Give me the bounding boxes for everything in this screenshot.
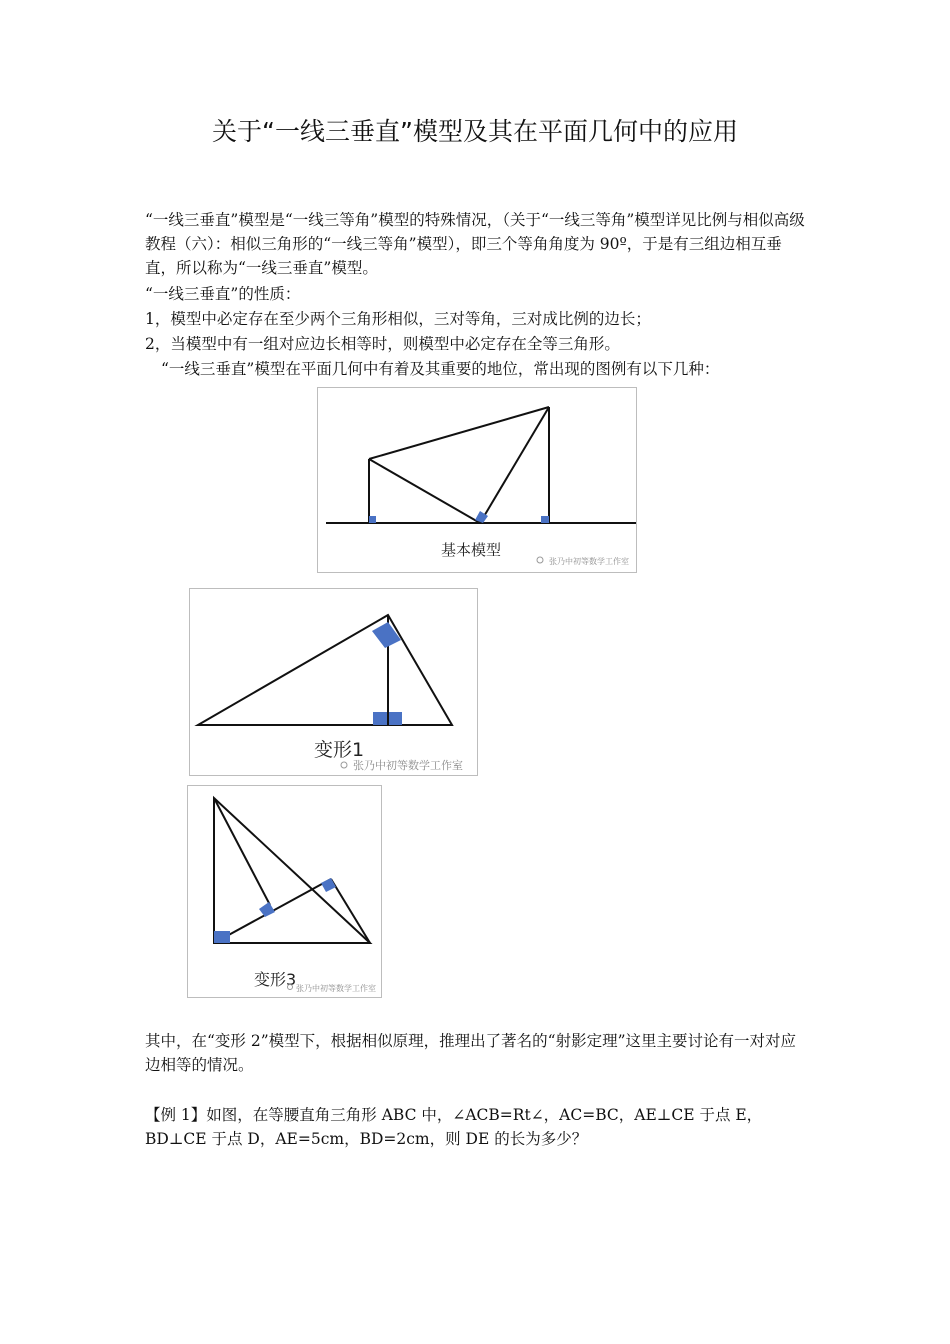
figure-caption: 基本模型 (440, 541, 502, 559)
intro-paragraph: “一线三垂直”模型是“一线三等角”模型的特殊情况，（关于“一线三等角”模型详见比例与相似高级教程（六）：相似三角形的“一线三等角”模型），即三个等角角度为 90º，于是有三组边相互垂直，所以称为“一线三垂直”模型。 (145, 211, 805, 277)
right-angle-marker (259, 902, 275, 917)
watermark: 张乃中初等数学工作室 (296, 984, 376, 993)
property-1: 1，模型中必定存在至少两个三角形相似，三对等角，三对成比例的边长； (145, 310, 651, 328)
figure-variant-3 (187, 785, 382, 998)
right-angle-marker (372, 622, 401, 648)
right-angle-marker (541, 516, 549, 523)
watermark: 张乃中初等数学工作室 (549, 557, 629, 566)
watermark: 张乃中初等数学工作室 (353, 759, 463, 772)
property-2: 2，当模型中有一组对应边长相等时，则模型中必定存在全等三角形。 (145, 335, 620, 353)
right-angle-marker (369, 516, 376, 523)
figure-caption: 变形3 (254, 970, 297, 989)
example-1: 【例 1】如图，在等腰直角三角形 ABC 中，∠ACB=Rt∠，AC=BC，AE⊥CE 于点 E，BD⊥CE 于点 D，AE=5cm，BD=2cm，则 DE 的长为多少？ (145, 1106, 763, 1148)
outer-triangle (214, 798, 370, 943)
figures-intro: “一线三垂直”模型在平面几何中有着及其重要的地位，常出现的图例有以下几种： (161, 360, 720, 378)
perpendicular-segment (214, 798, 270, 905)
watermark-logo-icon (341, 762, 347, 768)
figure-basic-model (317, 387, 637, 573)
right-angle-marker (321, 878, 336, 892)
page-title: 关于“一线三垂直”模型及其在平面几何中的应用 (212, 117, 738, 146)
left-slant (369, 459, 480, 523)
triangle (198, 615, 452, 725)
right-angle-marker (214, 931, 230, 943)
figure-caption: 变形1 (314, 739, 365, 761)
watermark-logo-icon (537, 557, 543, 563)
properties-heading: “一线三垂直”的性质： (145, 285, 301, 303)
figure-variant-1 (189, 588, 478, 776)
projection-paragraph: 其中，在“变形 2”模型下，根据相似原理，推理出了著名的“射影定理”这里主要讨论有一对对应边相等的情况。 (145, 1032, 796, 1074)
